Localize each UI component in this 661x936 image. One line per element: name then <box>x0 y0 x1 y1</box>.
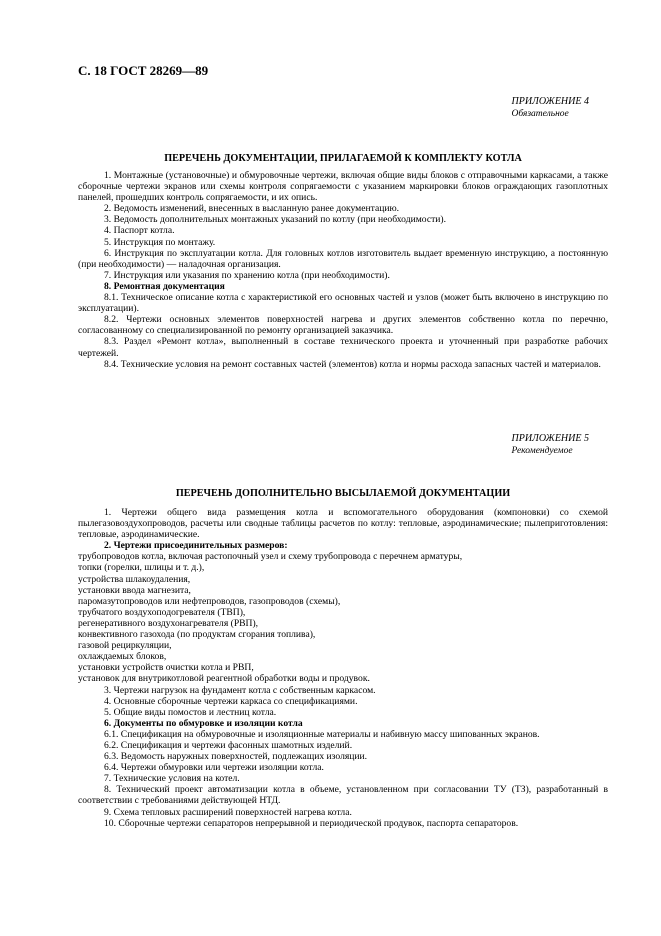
list-item: охлаждаемых блоков, <box>78 651 167 663</box>
list-item: 6.2. Спецификация и чертежи фасонных шамотных изделий. <box>104 739 353 751</box>
section-1-title: ПЕРЕЧЕНЬ ДОКУМЕНТАЦИИ, ПРИЛАГАЕМОЙ К КОМПЛЕКТУ КОТЛА <box>164 153 522 164</box>
list-item-heading: 2. Чертежи присоединительных размеров: <box>104 540 288 552</box>
appendix-4-status: Обязательное <box>511 109 569 119</box>
appendix-5-status: Рекомендуемое <box>511 446 573 456</box>
list-item: 2. Ведомость изменений, внесенных в высланную ранее документацию. <box>104 203 400 215</box>
list-item: 8.1. Техническое описание котла с характеристикой его основных частей и узлов (может быть включено в инструкцию по эксплуатации). <box>78 292 608 315</box>
list-item: 7. Технические условия на котел. <box>104 773 240 785</box>
list-item: трубчатого воздухоподогревателя (ТВП), <box>78 606 246 618</box>
list-item: 8. Технический проект автоматизации котла в объеме, установленном при согласовании ТУ (ТЗ), разработанный в соответствии с требованиями действующей НТД. <box>78 784 608 807</box>
list-item: 3. Чертежи нагрузок на фундамент котла с собственным каркасом. <box>104 684 376 696</box>
page-header: С. 18 ГОСТ 28269—89 <box>78 63 209 78</box>
list-item: 5. Инструкция по монтажу. <box>104 236 216 248</box>
list-item: 8.4. Технические условия на ремонт составных частей (элементов) котла и нормы расхода запасных частей и материалов. <box>104 358 601 370</box>
list-item: трубопроводов котла, включая растопочный узел и схему трубопровода с перечнем арматуры, <box>78 551 463 563</box>
list-item: 1. Монтажные (установочные) и обмуровочные чертежи, включая общие виды блоков с отправочными каркасами, а также сборочные чертежи экранов или схемы контроля сопрягаемости с указанием маркировки блоков ограждающих газоплотных панелей, прошедших контроль сопрягаемости, и их опись. <box>78 170 608 204</box>
list-item: паромазутопроводов или нефтепроводов, газопроводов (схемы), <box>78 595 341 607</box>
list-item: 6.4. Чертежи обмуровки или чертежи изоляции котла. <box>104 762 324 774</box>
list-item: 7. Инструкция или указания по хранению котла (при необходимости). <box>104 269 390 281</box>
list-item: 8.3. Раздел «Ремонт котла», выполненный в составе технического проекта и уточненный при разработке рабочих чертежей. <box>78 336 608 359</box>
list-item: регенеративного воздухонагревателя (РВП), <box>78 617 259 629</box>
list-item: 8.2. Чертежи основных элементов поверхностей нагрева и других элементов собственно котла по перечню, согласованному со специализированной по ремонту организацией заказчика. <box>78 314 608 337</box>
list-item: 6.1. Спецификация на обмуровочные и изоляционные материалы и набивную массу шипованных экранов. <box>104 728 540 740</box>
section-2-list <box>78 507 608 829</box>
list-item: газовой рециркуляции, <box>78 640 172 652</box>
list-item: 3. Ведомость дополнительных монтажных указаний по котлу (при необходимости). <box>104 214 446 226</box>
appendix-4-label <box>512 96 590 120</box>
list-item: 6. Инструкция по эксплуатации котла. Для головных котлов изготовитель выдает временную инструкцию, а постоянную (при необходимости) — наладочная организация. <box>78 247 608 270</box>
list-item: 5. Общие виды помостов и лестниц котла. <box>104 706 277 718</box>
appendix-5-label <box>512 433 590 457</box>
list-item-heading: 6. Документы по обмуровке и изоляции котла <box>104 717 303 729</box>
appendix-4-number: ПРИЛОЖЕНИЕ 4 <box>511 96 589 107</box>
section-1-list <box>78 170 608 370</box>
list-item: установок для внутрикотловой реагентной обработки воды и продувок. <box>78 673 370 685</box>
list-item: 9. Схема тепловых расширений поверхностей нагрева котла. <box>104 806 352 818</box>
appendix-5-number: ПРИЛОЖЕНИЕ 5 <box>511 433 589 444</box>
list-item: 6.3. Ведомость наружных поверхностей, подлежащих изоляции. <box>104 751 368 763</box>
list-item: топки (горелки, шлицы и т. д.), <box>78 562 205 574</box>
list-item: установки устройств очистки котла и РВП, <box>78 662 254 674</box>
section-2-title: ПЕРЕЧЕНЬ ДОПОЛНИТЕЛЬНО ВЫСЫЛАЕМОЙ ДОКУМЕНТАЦИИ <box>175 488 511 499</box>
list-item-heading: 8. Ремонтная документация <box>104 280 225 292</box>
list-item: 10. Сборочные чертежи сепараторов непрерывной и периодической продувок, паспорта сепараторов. <box>104 817 519 829</box>
list-item: 4. Паспорт котла. <box>104 225 175 237</box>
list-item: конвективного газохода (по продуктам сгорания топлива), <box>78 629 316 641</box>
list-item: 4. Основные сборочные чертежи каркаса со спецификациями. <box>104 695 358 707</box>
list-item: 1. Чертежи общего вида размещения котла и вспомогательного оборудования (компоновки) со схемой пылегазовоздухопроводов, расчеты или сводные таблицы расчетов по котлу: тепловые, аэродинамические; пылеприготовления: тепловые, аэродинамические. <box>78 507 608 541</box>
list-item: установки ввода магнезита, <box>78 584 191 596</box>
list-item: устройства шлакоудаления, <box>78 573 191 585</box>
